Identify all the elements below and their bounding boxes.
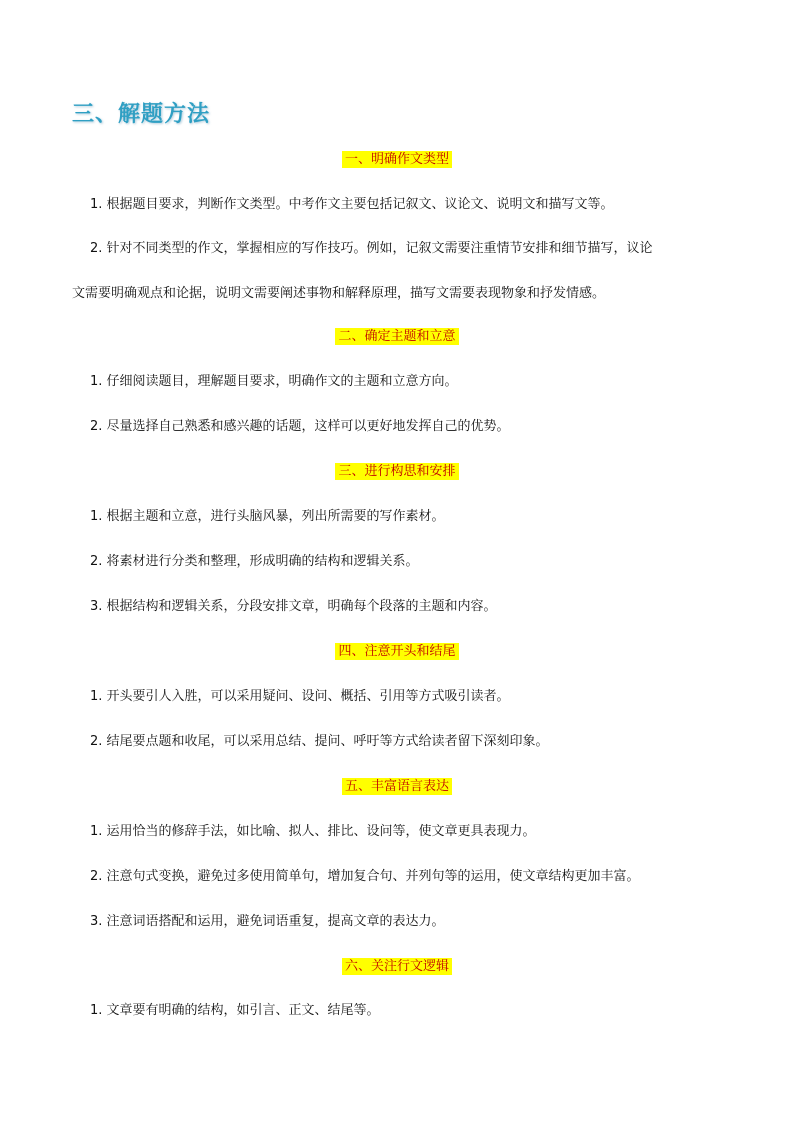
paragraph: 3. 注意词语搭配和运用，避免词语重复，提高文章的表达力。	[90, 914, 445, 929]
section-title-text: 五、丰富语言表达	[342, 778, 452, 795]
paragraph: 1. 仔细阅读题目，理解题目要求，明确作文的主题和立意方向。	[90, 374, 458, 389]
section-title	[0, 462, 794, 482]
section-title	[0, 777, 794, 797]
paragraph: 2. 尽量选择自己熟悉和感兴趣的话题，这样可以更好地发挥自己的优势。	[90, 419, 510, 434]
section-title-text: 六、关注行文逻辑	[342, 958, 452, 975]
paragraph-continuation: 文需要明确观点和论据，说明文需要阐述事物和解释原理，描写文需要表现物象和抒发情感。	[72, 286, 606, 301]
paragraph: 1. 文章要有明确的结构，如引言、正文、结尾等。	[90, 1003, 380, 1018]
paragraph: 2. 注意句式变换，避免过多使用简单句，增加复合句、并列句等的运用，使文章结构更加丰富。	[90, 869, 640, 884]
paragraph: 1. 根据主题和立意，进行头脑风暴，列出所需要的写作素材。	[90, 509, 445, 524]
section-title-text: 四、注意开头和结尾	[335, 643, 458, 660]
section-title	[0, 957, 794, 977]
paragraph: 1. 开头要引人入胜，可以采用疑问、设问、概括、引用等方式吸引读者。	[90, 689, 510, 704]
section-title-text: 二、确定主题和立意	[335, 328, 458, 345]
page-heading: 三、解题方法	[72, 102, 211, 127]
section-title-text: 一、明确作文类型	[342, 151, 452, 168]
paragraph: 1. 根据题目要求，判断作文类型。中考作文主要包括记叙文、议论文、说明文和描写文等。	[90, 197, 614, 212]
section-title	[0, 327, 794, 347]
paragraph: 1. 运用恰当的修辞手法，如比喻、拟人、排比、设问等，使文章更具表现力。	[90, 824, 536, 839]
paragraph: 2. 将素材进行分类和整理，形成明确的结构和逻辑关系。	[90, 554, 419, 569]
section-title-text: 三、进行构思和安排	[335, 463, 458, 480]
paragraph: 3. 根据结构和逻辑关系，分段安排文章，明确每个段落的主题和内容。	[90, 599, 497, 614]
section-title	[0, 642, 794, 662]
paragraph: 2. 针对不同类型的作文，掌握相应的写作技巧。例如，记叙文需要注重情节安排和细节描写，议论	[90, 241, 653, 256]
section-title	[0, 150, 794, 170]
paragraph: 2. 结尾要点题和收尾，可以采用总结、提问、呼吁等方式给读者留下深刻印象。	[90, 734, 549, 749]
